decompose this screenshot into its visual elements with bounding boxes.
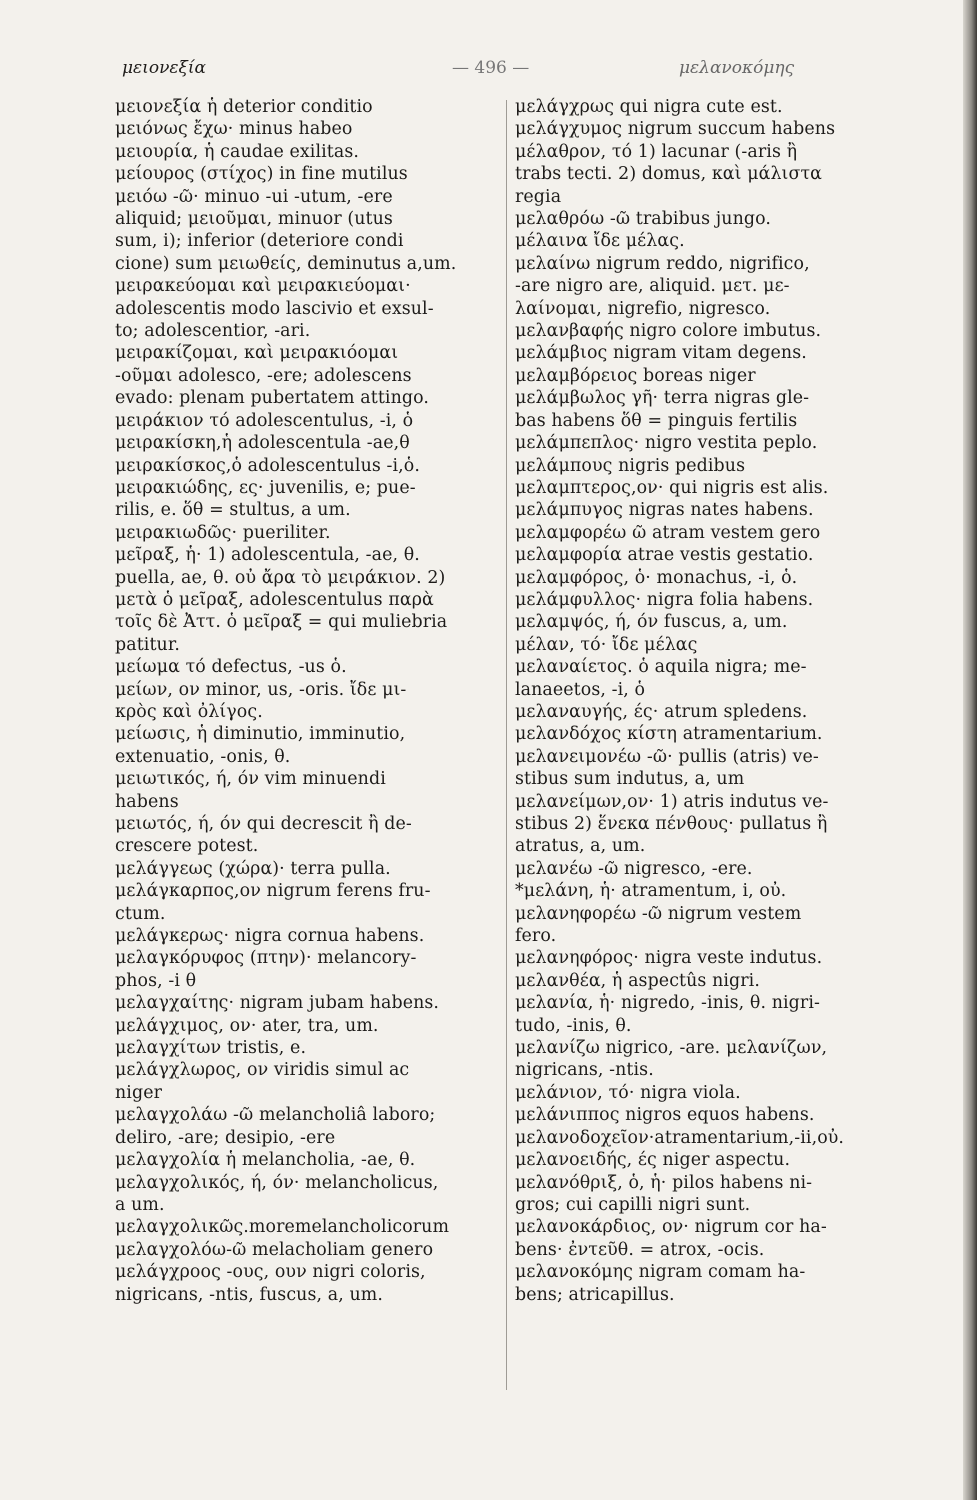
- entry-line: μελαμπτερος,ον· qui nigris est alis.: [515, 477, 829, 498]
- entry-line: -are nigro are, aliquid. μετ. με-: [515, 276, 790, 297]
- entry-line: μείων, ον minor, us, -oris. ἴδε μι-: [115, 679, 407, 700]
- entry-line: regia: [515, 186, 562, 207]
- entry-line: μελαναίετος. ὁ aquila nigra; me-: [515, 657, 807, 678]
- entry-line: μελαναυγής, ές· atrum spledens.: [515, 701, 808, 722]
- page-edge-shadow: [963, 0, 977, 1500]
- entry-line: μελαγχολικός, ή, όν· melancholicus,: [115, 1172, 439, 1193]
- column-divider: [506, 100, 507, 1390]
- entry-line: μελαμφόρος, ὁ· monachus, -i, ὁ.: [515, 567, 798, 588]
- entry-line: stibus 2) ἕνεκα πένθους· pullatus ἢ: [515, 814, 828, 834]
- entry-line: μειρακίσκος,ὁ adolescentulus -i,ὁ.: [115, 455, 421, 476]
- entry-line: μειουρία, ἡ caudae exilitas.: [115, 141, 359, 162]
- entry-line: ctum.: [115, 903, 166, 924]
- entry-line: crescere potest.: [115, 836, 259, 857]
- entry-line: μελαγχαίτης· nigram jubam habens.: [115, 993, 440, 1014]
- entry-line: μειρακεύομαι καὶ μειρακιεύομαι·: [115, 276, 411, 297]
- entry-line: nigricans, -ntis, fuscus, a, um.: [115, 1284, 383, 1305]
- entry-line: μελαγχολία ἡ melancholia, -ae, θ.: [115, 1150, 416, 1171]
- entry-line: μελάγκαρπος,ον nigrum ferens fru-: [115, 881, 431, 902]
- entry-line: μελάγχρως qui nigra cute est.: [515, 97, 783, 117]
- entry-line: -οῦμαι adolesco, -ere; adolescens: [115, 365, 412, 386]
- entry-line: μειράκιον τό adolescentulus, -i, ὁ: [115, 410, 414, 431]
- entry-line: bas habens ὅθ = pinguis fertilis: [515, 410, 798, 431]
- entry-line: μέλαν, τό· ἴδε μέλας: [515, 634, 698, 655]
- entry-line: μελανβαφής nigro colore imbutus.: [515, 321, 822, 342]
- entry-line: μελαμφορέω ῶ atram vestem gero: [515, 522, 821, 543]
- entry-line: μελανηφόρος· nigra veste indutus.: [515, 948, 823, 969]
- entry-line: μελαμφορία atrae vestis gestatio.: [515, 545, 814, 566]
- entry-line: λαίνομαι, nigrefio, nigresco.: [515, 298, 771, 319]
- entry-line: μελάμβωλος γῆ· terra nigras gle-: [515, 388, 810, 409]
- entry-line: μελάνιππος nigros equos habens.: [515, 1105, 815, 1126]
- entry-line: μελαίνω nigrum reddo, nigrifico,: [515, 253, 810, 274]
- entry-line: μελανοκάρδιος, ον· nigrum cor ha-: [515, 1217, 827, 1238]
- entry-line: κρὸς καὶ ὀλίγος.: [115, 701, 263, 722]
- entry-line: μελάμβιος nigram vitam degens.: [515, 343, 807, 364]
- entry-line: lanaeetos, -i, ὁ: [515, 679, 646, 700]
- entry-line: deliro, -are; desipio, -ere: [115, 1127, 336, 1148]
- page-header: [112, 58, 802, 86]
- entry-line: μειωτικός, ή, όν vim minuendi: [115, 769, 386, 790]
- entry-line: μελανείμων,ον· 1) atris indutus ve-: [515, 791, 829, 812]
- entry-line: μελαμψός, ή, όν fuscus, a, um.: [515, 612, 788, 633]
- entry-line: bens· ἐντεῦθ. = atrox, -ocis.: [515, 1239, 765, 1260]
- entry-line: stibus sum indutus, a, um: [515, 769, 745, 790]
- entry-line: μελανέω -ῶ nigresco, -ere.: [515, 858, 753, 879]
- entry-line: μελάγχυμος nigrum succum habens: [515, 119, 836, 140]
- entry-line: μεῖραξ, ἡ· 1) adolescentula, -ae, θ.: [115, 545, 420, 566]
- entry-line: μελαμβόρειος boreas niger: [515, 365, 756, 386]
- entry-line: niger: [115, 1082, 162, 1103]
- entry-line: μελανίζω nigrico, -are. μελανίζων,: [515, 1038, 828, 1059]
- entry-line: μείωσις, ἡ diminutio, imminutio,: [115, 724, 406, 745]
- entry-line: μειόω -ῶ· minuo -ui -utum, -ere: [115, 186, 393, 207]
- entry-line: μελάμπους nigris pedibus: [515, 455, 746, 476]
- entry-line: patitur.: [115, 634, 180, 655]
- entry-line: μείουρος (στίχος) in fine mutilus: [115, 164, 408, 185]
- entry-line: μελάγγεως (χώρα)· terra pulla.: [115, 858, 391, 879]
- right-column: [515, 96, 910, 1396]
- entry-line: μελαγχολάω -ῶ melancholiâ laboro;: [115, 1105, 436, 1126]
- entry-line: μελαγχίτων tristis, e.: [115, 1038, 307, 1059]
- entry-line: μελάμπυγος nigras nates habens.: [515, 500, 814, 521]
- entry-line: μειρακίζομαι, καὶ μειρακιόομαι: [115, 343, 399, 364]
- entry-line: μειόνως ἔχω· minus habeo: [115, 119, 353, 140]
- entry-line: μελάνιον, τό· nigra viola.: [515, 1082, 741, 1103]
- entry-line: cione) sum μειωθείς, deminutus a,um.: [115, 253, 457, 274]
- entry-line: tudo, -inis, θ.: [515, 1015, 632, 1036]
- entry-line: μειονεξία ἡ deterior conditio: [115, 97, 373, 117]
- entry-line: μελάγκερως· nigra cornua habens.: [115, 926, 425, 947]
- header-right-guide-word: μελανοκόμης: [679, 58, 795, 78]
- entry-line: μελάγχροος -ους, ουν nigri coloris,: [115, 1262, 426, 1283]
- entry-line: μελανοκόμης nigram comam ha-: [515, 1262, 806, 1283]
- entry-line: μελανειμονέω -ῶ· pullis (atris) ve-: [515, 746, 819, 767]
- entry-line: nigricans, -ntis.: [515, 1060, 654, 1081]
- entry-line: extenuatio, -onis, θ.: [115, 746, 291, 767]
- entry-line: μέλαινα ἴδε μέλας.: [515, 231, 685, 252]
- entry-line: μελανδόχος κίστη atramentarium.: [515, 724, 823, 745]
- entry-line: phos, -i θ: [115, 970, 197, 991]
- entry-line: adolescentis modo lascivio et exsul-: [115, 298, 434, 319]
- entry-line: evado: plenam pubertatem attingo.: [115, 388, 430, 409]
- entry-line: μελαγκόρυφος (πτην)· melancory-: [115, 948, 417, 969]
- left-column: [115, 96, 500, 1396]
- entry-line: μετὰ ὁ μεῖραξ, adolescentulus παρὰ: [115, 589, 434, 610]
- entry-line: bens; atricapillus.: [515, 1284, 675, 1305]
- entry-line: τοῖς δὲ Ἀττ. ὁ μεῖραξ = qui muliebria: [115, 612, 448, 633]
- entry-line: μειρακιωδῶς· pueriliter.: [115, 522, 331, 543]
- entry-line: atratus, a, um.: [515, 836, 646, 857]
- entry-line: to; adolescentior, -ari.: [115, 321, 311, 342]
- entry-line: μελανόθριξ, ὁ, ἡ· pilos habens ni-: [515, 1172, 813, 1193]
- entry-line: μελάγχλωρος, ον viridis simul ac: [115, 1060, 410, 1081]
- entry-line: μείωμα τό defectus, -us ὁ.: [115, 657, 347, 678]
- page-number: — 496 —: [452, 58, 530, 78]
- entry-line: μέλαθρον, τό 1) lacunar (-aris ἢ: [515, 141, 798, 162]
- entry-line: μελανοειδής, ές niger aspectu.: [515, 1150, 791, 1171]
- entry-line: gros; cui capilli nigri sunt.: [515, 1194, 751, 1215]
- entry-line: fero.: [515, 926, 557, 947]
- entry-line: rilis, e. ὅθ = stultus, a um.: [115, 500, 351, 521]
- entry-line: μελανθέα, ἡ aspectûs nigri.: [515, 970, 760, 991]
- entry-line: μελανία, ἡ· nigredo, -inis, θ. nigri-: [515, 993, 820, 1014]
- entry-line: μελάμπεπλος· nigro vestita peplo.: [515, 433, 818, 454]
- entry-line: μελαθρόω -ῶ trabibus jungo.: [515, 209, 772, 230]
- entry-line: μελανηφορέω -ῶ nigrum vestem: [515, 903, 802, 924]
- entry-line: *μελάνη, ἡ· atramentum, i, οὐ.: [515, 881, 787, 902]
- entry-line: aliquid; μειοῦμαι, minuor (utus: [115, 209, 393, 230]
- entry-line: μειρακίσκη,ἡ adolescentula -ae,θ: [115, 433, 410, 454]
- entry-line: sum, i); inferior (deteriore condi: [115, 231, 404, 252]
- entry-line: μειωτός, ή, όν qui decrescit ἢ de-: [115, 814, 412, 834]
- entry-line: μελαγχολόω-ῶ melacholiam genero: [115, 1239, 434, 1260]
- header-left-guide-word: μειονεξία: [122, 58, 207, 78]
- entry-line: habens: [115, 791, 179, 812]
- entry-line: μελάγχιμος, ον· ater, tra, um.: [115, 1015, 379, 1036]
- entry-line: a um.: [115, 1194, 165, 1215]
- entry-line: μελάμφυλλος· nigra folia habens.: [515, 589, 814, 610]
- entry-line: μελανοδοχεῖον·atramentarium,-ii,οὐ.: [515, 1127, 845, 1148]
- entry-line: μελαγχολικῶς.moremelancholicorum: [115, 1217, 450, 1238]
- entry-line: trabs tecti. 2) domus, καὶ μάλιστα: [515, 164, 823, 185]
- entry-line: puella, ae, θ. οὐ ἄρα τὸ μειράκιον. 2): [115, 567, 446, 588]
- entry-line: μειρακιώδης, ες· juvenilis, e; pue-: [115, 477, 416, 498]
